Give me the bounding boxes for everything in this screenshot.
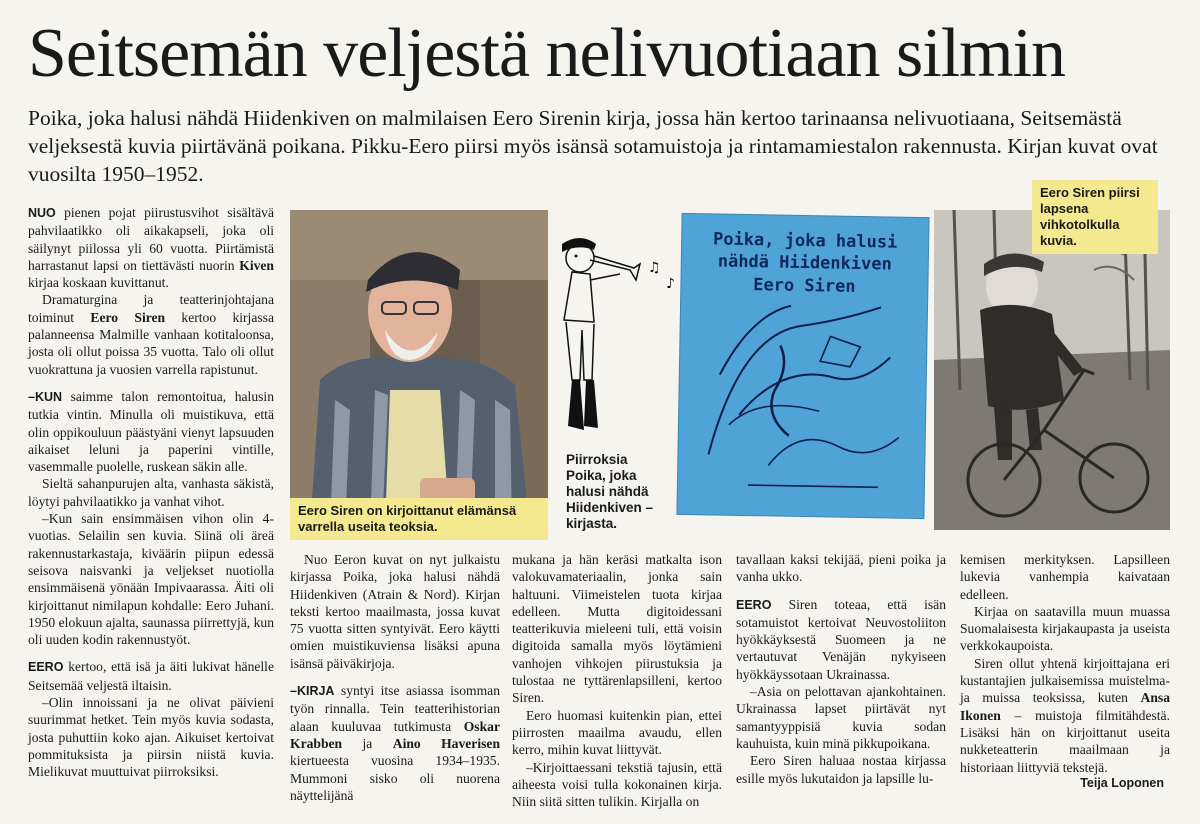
paragraph: EERO Siren toteaa, että isän sotamuistot kertoivat Neuvostoliiton hyökkäyksestä Suomeen ja ne vertautuvat Venäjän nykyiseen hyökkäyssotaan Ukrainassa. — [736, 596, 946, 682]
book-author: Eero Siren — [753, 275, 856, 297]
paragraph: –Olin innoissani ja ne olivat päivieni suurimmat hetket. Tein myös kuvia sodasta, josta puhuttiin koko ajan. Aikuiset kertoivat pommituksista ja piirsin niistä kuvia. Mielikuvat muuttuivat piirroksiksi. — [28, 695, 274, 780]
kicker: NUO — [28, 206, 56, 220]
paragraph: –KIRJA syntyi itse asiassa isomman työn rinnalla. Tein teatterihistorian alaan kuuluvaa tutkimusta Oskar Krabben ja Aino Haverisen kiertueesta vuosina 1934–1935. Mummoni sisko oli nuorena näyttelijänä — [290, 683, 500, 803]
paragraph: Dramaturgina ja teatterinjohtajana toiminut Eero Siren kertoo kirjassa palanneensa Malmille vanhaan kotitaloonsa, josta oli ollut poissa 35 vuotta. Talo oli ollut vuokrattuna ja vuosien varrella rapistunut. — [28, 292, 274, 377]
book-title: Poika, joka halusi nähdä Hiidenkiven — [712, 229, 898, 275]
portrait-photo — [290, 210, 548, 530]
paragraph: mukana ja hän keräsi matkalta ison valokuvamateriaalin, jonka sain haltuuni. Viimeistelen tuota kirjaa edelleen. Mutta digitoidessani teatterikuvia mieleeni tuli, että voisin digitoida samalla myös löytämieni vanhojen vihkojen piirustuksia ja tulostaa ne tyttärenlapsilleni, kertoo Siren. — [512, 552, 722, 706]
article-column-2 — [290, 551, 500, 804]
book-illustration — [677, 214, 928, 518]
childhood-illustration — [934, 210, 1170, 530]
paragraph: EERO kertoo, että isä ja äiti lukivat hänelle Seitsemää veljestä iltaisin. — [28, 659, 274, 693]
portrait-caption: Eero Siren on kirjoittanut elämänsä varrella useita teoksia. — [290, 498, 548, 540]
article-column-3 — [512, 551, 722, 810]
boy-drawing-illustration — [550, 230, 698, 440]
kicker: –KIRJA — [290, 684, 335, 699]
paragraph: –KUN saimme talon remontoitua, halusin tutkia vintin. Minulla oli muistikuva, että olin oppikouluun päästyäni vienyt lapsuuden aikaiset leluni ja paperini vintille, vasemmalle puolelle, ruskean säkin alle. — [28, 388, 274, 475]
book-cover — [677, 214, 928, 518]
portrait-illustration — [290, 210, 548, 530]
paragraph: –Kirjoittaessani tekstiä tajusin, että aiheesta voisi tulla kokonainen kirja. Niin siitä sitten tulikin. Kirjalla on — [512, 759, 722, 810]
paragraph: Kirjaa on saatavilla muun muassa Suomalaisesta kirjakaupasta ja useista verkkokaupoista. — [960, 603, 1170, 654]
kicker: –KUN — [28, 389, 63, 404]
paragraph: NUO pienen pojat piirustusvihot sisältävä pahvilaatikko oli aikakapseli, joka oli säilynyt piilossa yli 60 vuotta. Piirtämistä harrastanut lapsi on tiettävästi nuorin Kiven kirjaa koskaan kuvittanut. — [28, 205, 274, 291]
paragraph: tavallaan kaksi tekijää, pieni poika ja vanha ukko. — [736, 552, 946, 585]
paragraph: Nuo Eeron kuvat on nyt julkaistu kirjassa Poika, joka halusi nähdä Hiidenkiven (Atrain & Nord). Kirjan teksti kertoo maailmasta, jossa kuvat 75 vuotta sitten syntyivät. Eero käytti omien muistikuviensa lisäksi apuna isänsä päiväkirjoja. — [290, 552, 500, 671]
paragraph: –Kun sain ensimmäisen vihon olin 4-vuotias. Selailin sen kuvia. Siinä oli äreä rakennustarkastaja, kiväärin piipun edessä seisova naisvanki ja veljekset nuotiolla ensimmäisenä yönään Impivaarassa. Äiti oli kirjoittanut nimilapun kohdalle: Eero Juhani. 1950 elokuun ajalta, saunassa piirrettyjä, kun oli uuden kodin rakennustyöt. — [28, 511, 274, 648]
headline: Seitsemän veljestä nelivuotiaan silmin — [28, 15, 1066, 92]
paragraph: kemisen merkityksen. Lapsilleen lukevia vanhempia kaivataan edelleen. — [960, 552, 1170, 602]
article-column-5 — [960, 551, 1170, 776]
childhood-photo — [934, 210, 1170, 530]
drawing-caption: Piirroksia Poika, joka halusi nähdä Hiidenkiven –kirjasta. — [566, 452, 654, 531]
svg-text:♫: ♫ — [648, 260, 661, 276]
paragraph: Sieltä sahanpurujen alta, vanhasta säkistä, löytyi pahvilaatikko ja vanhat vihot. — [28, 476, 274, 509]
paragraph: Eero huomasi kuitenkin pian, ettei piirrosten maailma avaudu, ellen kerro, mihin kuvat liittyvät. — [512, 707, 722, 758]
svg-text:♪: ♪ — [666, 276, 675, 292]
article-column-1 — [28, 204, 274, 781]
kicker: EERO — [28, 660, 64, 675]
byline: Teija Loponen — [1080, 776, 1164, 790]
paragraph: Siren ollut yhtenä kirjoittajana eri kustantajien julkaisemissa muistelma- ja muissa teoksissa, kuten Ansa Ikonen – muistoja filmitähdestä. Lisäksi hän on kirjoittanut useita nukketeatterin maailmaan ja historiaan liittyviä tekstejä. — [960, 655, 1170, 775]
drawing-figure — [550, 230, 698, 440]
paragraph: Eero Siren haluaa nostaa kirjassa esille myös lukutaidon ja lapsille lu- — [736, 753, 946, 786]
child-photo-caption: Eero Siren piirsi lapsena vihkotolkulla kuvia. — [1032, 180, 1158, 254]
kicker: EERO — [736, 597, 772, 612]
article-column-4 — [736, 551, 946, 787]
lead-paragraph: Poika, joka halusi nähdä Hiidenkiven on malmilaisen Eero Sirenin kirja, jossa hän kertoo tarinaansa nelivuotiaana, Seitsemästä veljeksestä kuvia piirtävänä poikana. Pikku-Eero piirsi myös isänsä sotamuistoja ja rintamamiestalon rakennusta. Kirjan kuvat ovat vuosilta 1950–1952. — [28, 106, 1158, 186]
paragraph: –Asia on pelottavan ajankohtainen. Ukrainassa lapset piirtävät nyt samantyyppisiä kuvia sodan kauhuista, kuin minä pikkupoikana. — [736, 684, 946, 751]
